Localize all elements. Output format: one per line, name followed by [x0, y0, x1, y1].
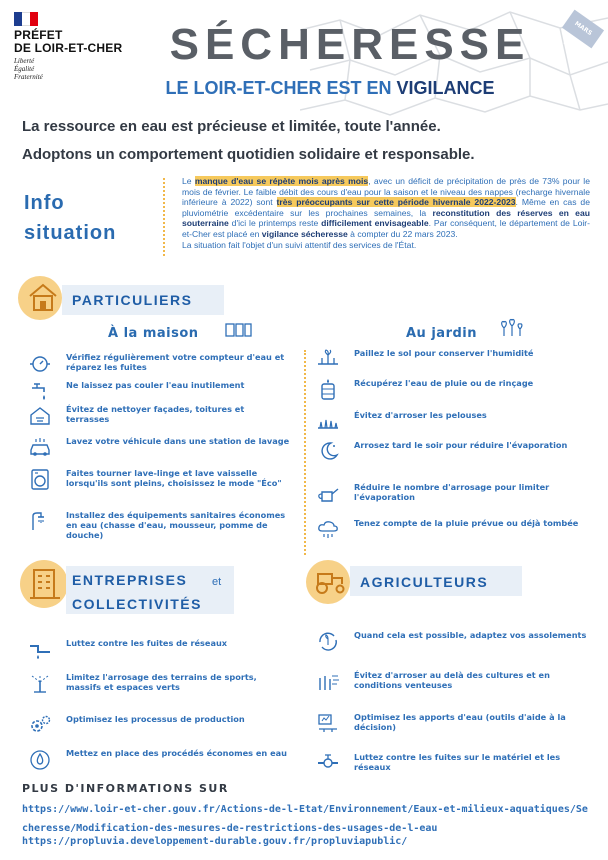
- list-item: [316, 752, 592, 774]
- list-item: [28, 468, 290, 490]
- jardin-item-text: Réduire le nombre d'arrosage pour limiter l'évaporation: [354, 482, 550, 502]
- lead-line-1: La ressource en eau est précieuse et limitée, toute l'année.: [22, 118, 441, 135]
- list-item: [28, 714, 290, 736]
- crop-rotation-icon: [316, 630, 340, 652]
- info-text-3: , avec un déficit de précipitation de près de 73% pour le mois de février. Le faible débit des cours d'eau pour la saison et le niveau des nappes (recharge hivernale inférieure à 2022) sont: [182, 176, 590, 208]
- page-title: SÉCHERESSE: [169, 20, 531, 69]
- list-item: [316, 712, 592, 734]
- info-highlight-1: manque d'eau se répète mois après mois: [194, 176, 369, 186]
- list-item: [28, 352, 290, 374]
- jardin-item-text: Récupérez l'eau de pluie ou de rinçage: [354, 378, 534, 388]
- list-item: [316, 348, 592, 370]
- building-icon: [26, 562, 64, 602]
- jardin-item-text: Paillez le sol pour conserver l'humidité: [354, 348, 534, 358]
- maison-item-text: Ne laissez pas couler l'eau inutilement: [66, 380, 245, 390]
- jardin-item-text: Arrosez tard le soir pour réduire l'évaporation: [354, 440, 568, 450]
- info-highlight-2: très préoccupants sur cette période hivernale 2022-2023: [276, 197, 516, 208]
- entreprises-et: et: [212, 576, 222, 588]
- mulch-icon: [316, 348, 340, 370]
- list-item: [28, 672, 290, 694]
- info-text-7: d'ici le printemps reste: [228, 218, 322, 229]
- agriculteurs-label: AGRICULTEURS: [360, 574, 489, 590]
- subtitle-part-1: LE LOIR-ET-CHER EST EN: [165, 78, 397, 98]
- maison-title: À la maison: [108, 326, 199, 341]
- house-icon: [26, 280, 60, 314]
- particuliers-label: PARTICULIERS: [72, 292, 193, 308]
- list-item: [316, 630, 592, 652]
- list-item: [28, 748, 290, 770]
- entreprises-item-text: Optimisez les processus de production: [66, 714, 245, 724]
- list-item: [316, 410, 592, 432]
- info-separator: [163, 178, 165, 256]
- agriculteurs-item-text: Luttez contre les fuites sur le matériel et les réseaux: [354, 752, 561, 772]
- prefecture-link[interactable]: https://www.loir-et-cher.gouv.fr/Actions-de-l-Etat/Environnement/Eaux-et-milieux-aquatiques/Secheresse/Modification-des-mesures-de-restrictions-des-usages-de-l-eau: [22, 804, 588, 834]
- info-text-11: à compter du 22 mars 2023.: [347, 228, 458, 239]
- devise-egalite: Égalité: [14, 65, 35, 73]
- house-cleaning-icon: [28, 404, 52, 426]
- lawn-icon: [316, 410, 340, 432]
- wind-crop-icon: [316, 670, 340, 692]
- info-title: [24, 188, 116, 248]
- sprinkler-icon: [28, 672, 52, 694]
- list-item: [316, 482, 592, 504]
- list-item: [28, 638, 290, 660]
- info-text-9: . Par conséquent, le département de Loir-et-Cher est placé en: [182, 218, 591, 239]
- devise-fraternite: Fraternité: [14, 73, 43, 81]
- faucet-icon: [28, 380, 52, 402]
- list-item: [28, 510, 290, 540]
- list-item: [28, 380, 290, 402]
- gears-icon: [28, 714, 52, 736]
- rain-cloud-icon: [316, 518, 340, 540]
- devise-liberte: Liberté: [14, 57, 35, 65]
- list-item: [28, 404, 290, 426]
- home-appliances-icon: [224, 320, 252, 338]
- entreprises-item-text: Limitez l'arrosage des terrains de sports, massifs et espaces verts: [66, 672, 257, 692]
- tractor-icon: [312, 566, 348, 594]
- list-item: [316, 440, 592, 462]
- shower-icon: [28, 510, 52, 532]
- maison-item-text: Installez des équipements sanitaires économes en eau (chasse d'eau, mousseur, pomme de douche): [66, 510, 286, 540]
- water-drop-icon: [28, 748, 52, 770]
- agriculteurs-item-text: Optimisez les apports d'eau (outils d'aide à la décision): [354, 712, 566, 732]
- propluvia-link[interactable]: https://propluvia.developpement-durable.gouv.fr/propluviapublic/: [22, 836, 408, 847]
- collectivites-label: COLLECTIVITÉS: [72, 596, 202, 612]
- moon-icon: [316, 440, 340, 462]
- info-text-1: Le: [182, 176, 195, 186]
- list-item: [316, 518, 592, 540]
- plants-icon: [500, 318, 524, 338]
- page-subtitle: [130, 78, 530, 99]
- info-text-12: La situation fait l'objet d'un suivi attentif des services de l'État.: [182, 239, 417, 250]
- info-title-line-1: Info: [24, 192, 65, 214]
- info-paragraph: [182, 176, 590, 250]
- jardin-item-text: Tenez compte de la pluie prévue ou déjà tombée: [354, 518, 579, 528]
- agriculteurs-item-text: Évitez d'arroser au delà des cultures et en conditions venteuses: [354, 670, 550, 690]
- prefecture-logo: [14, 12, 144, 81]
- info-bold-2: difficilement envisageable: [321, 218, 429, 229]
- info-bold-1: reconstitution des réserves en eau souterraine: [182, 207, 590, 229]
- info-bold-3: vigilance sécheresse: [261, 228, 348, 239]
- date-badge: MARS 2023: [562, 10, 604, 49]
- column-divider: [304, 350, 306, 555]
- lead-line-2: Adoptons un comportement quotidien solidaire et responsable.: [22, 146, 475, 163]
- more-info-heading: PLUS D'INFORMATIONS SUR: [22, 782, 229, 795]
- entreprises-item-text: Mettez en place des procédés économes en eau: [66, 748, 288, 758]
- watering-can-icon: [316, 482, 340, 504]
- devise: [14, 57, 144, 81]
- maison-item-text: Lavez votre véhicule dans une station de lavage: [66, 436, 290, 446]
- logo-line-1: PRÉFET: [14, 28, 63, 42]
- logo-line-2: DE LOIR-ET-CHER: [14, 41, 123, 55]
- rain-barrel-icon: [316, 378, 340, 400]
- irrigation-tool-icon: [316, 712, 340, 734]
- jardin-item-text: Évitez d'arroser les pelouses: [354, 410, 487, 420]
- washing-machine-icon: [28, 468, 52, 490]
- info-title-line-2: situation: [24, 222, 117, 244]
- maison-item-text: Évitez de nettoyer façades, toitures et terrasses: [66, 404, 245, 424]
- maison-item-text: Vérifiez régulièrement votre compteur d'eau et réparez les fuites: [66, 352, 285, 372]
- list-item: [316, 378, 592, 400]
- list-item: [316, 670, 592, 692]
- maison-item-text: Faites tourner lave-linge et lave vaisselle lorsqu'ils sont pleins, choisissez le mode "Éco": [66, 468, 282, 488]
- valve-icon: [316, 752, 340, 774]
- water-meter-icon: [28, 352, 52, 374]
- entreprises-label: ENTREPRISES: [72, 572, 188, 588]
- car-wash-icon: [28, 436, 52, 458]
- agriculteurs-item-text: Quand cela est possible, adaptez vos assolements: [354, 630, 587, 640]
- french-flag-icon: [14, 12, 38, 26]
- subtitle-part-2: VIGILANCE: [396, 78, 495, 98]
- pipe-leak-icon: [28, 638, 52, 660]
- jardin-title: Au jardin: [406, 326, 477, 341]
- list-item: [28, 436, 290, 458]
- entreprises-item-text: Luttez contre les fuites de réseaux: [66, 638, 228, 648]
- info-text-5: . Même en cas de pluviométrie excédentaire sur les prochaines semaines, la: [182, 197, 590, 218]
